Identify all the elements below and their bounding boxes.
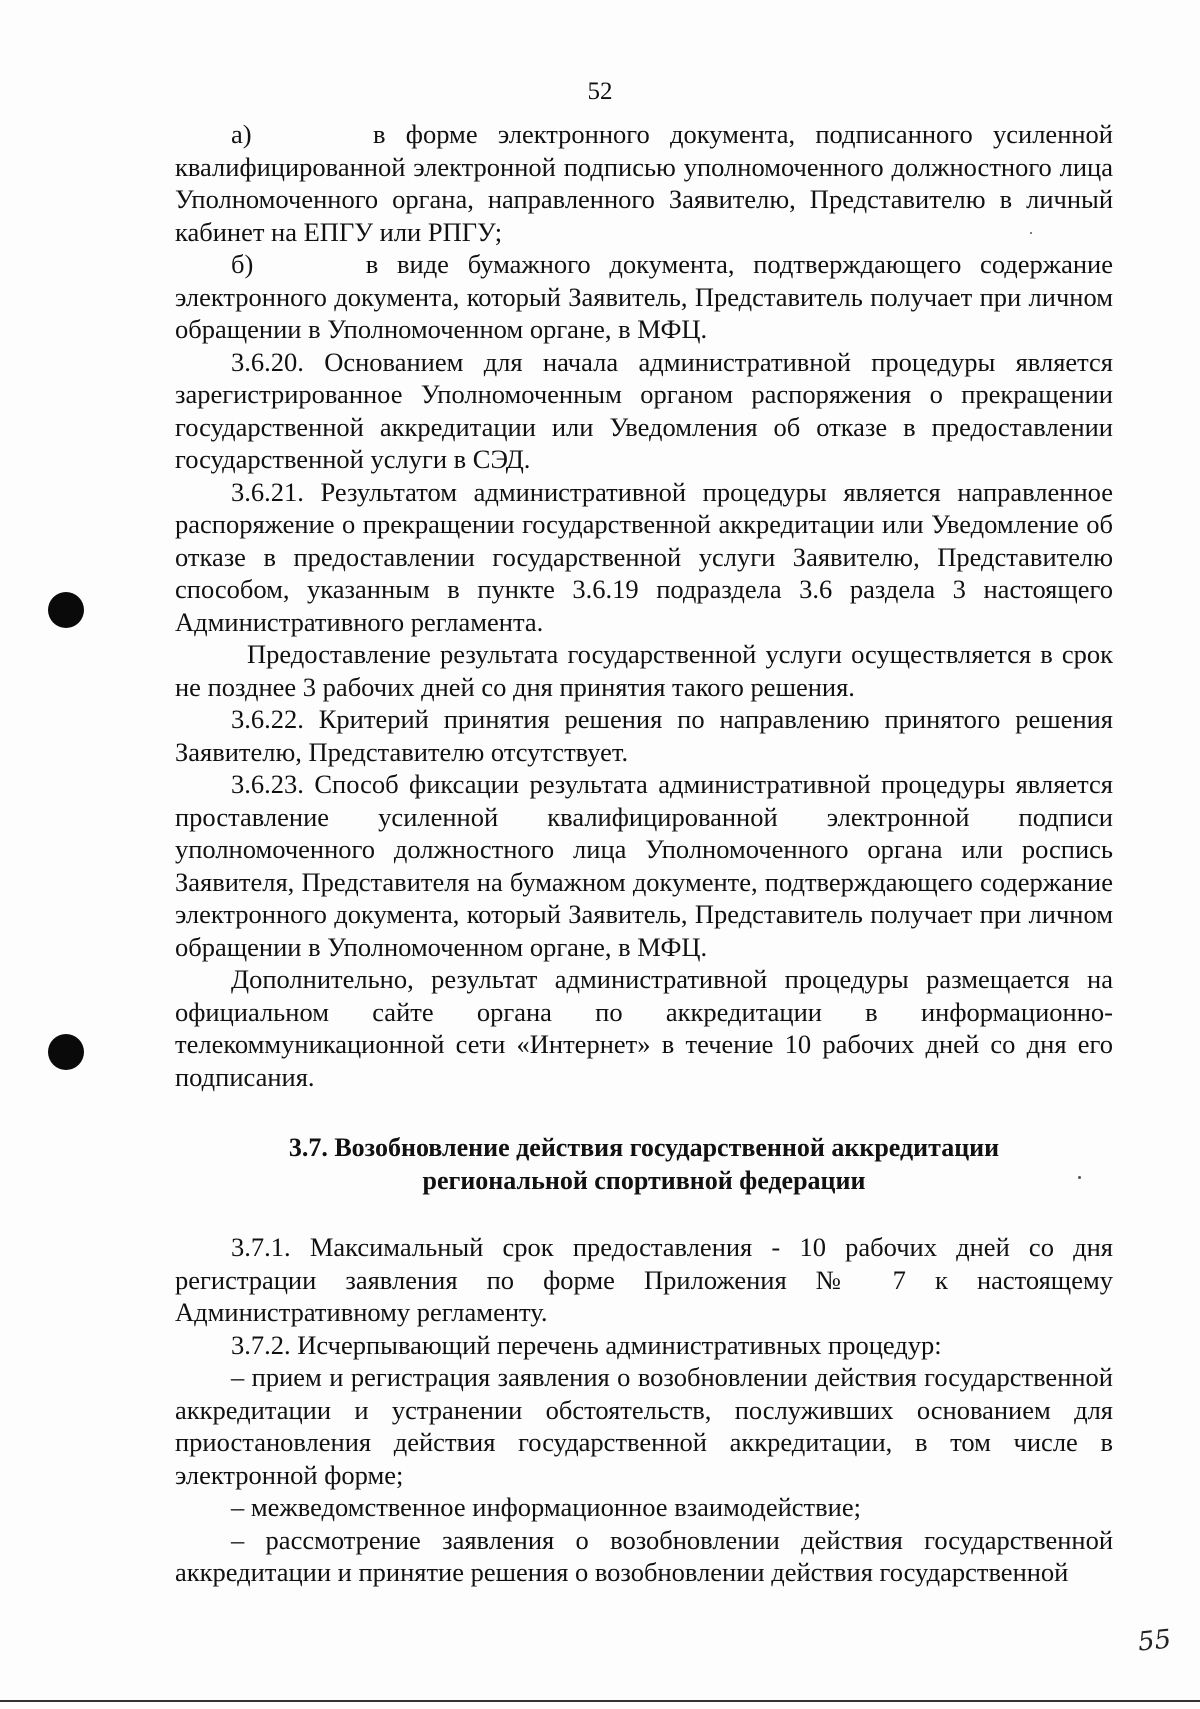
paragraph-additional-publication: Дополнительно, результат административной процедуры размещается на официальном сайте органа по аккредитации в информационно-телекоммуникационной сети «Интернет» в течение 10 рабочих дней со дня его подписания. (175, 964, 1113, 1092)
paragraph-3-6-22: 3.6.22. Критерий принятия решения по направлению принятого решения Заявителю, Представителю отсутствует. (175, 704, 1113, 767)
scan-speck (1030, 232, 1032, 234)
list-item-interagency: – межведомственное информационное взаимодействие; (231, 1492, 861, 1522)
paragraph-3-7-1: 3.7.1. Максимальный срок предоставления - 10 рабочих дней со дня регистрации заявления по форме Приложения № 7 к настоящему Административному регламенту. (175, 1232, 1113, 1327)
paragraph-3-6-21: 3.6.21. Результатом административной процедуры является направленное распоряжение о прекращении государственной аккредитации или Уведомление об отказе в предоставлении государственной услуги Заявителю, Представителю способом, указанным в пункте 3.6.19 подраздела 3.6 раздела 3 настоящего Административного регламента. (175, 476, 1113, 637)
section-heading-line-2: региональной спортивной федерации (422, 1166, 866, 1195)
paragraph-3-6-23: 3.6.23. Способ фиксации результата административной процедуры является проставление усиленной квалифицированной электронной подписи уполномоченного должностного лица Уполномоченного органа или роспись Заявителя, Представителя на бумажном документе, подтверждающего содержание электронного документа, который Заявитель, Представитель получает при личном обращении в Уполномоченном органе, в МФЦ. (175, 769, 1113, 962)
handwritten-page-mark: 55 (1136, 1624, 1173, 1658)
section-heading-line-1: 3.7. Возобновление действия государственной аккредитации (288, 1133, 1000, 1162)
paragraph-item-b: б) в виде бумажного документа, подтверждающего содержание электронного документа, который Заявитель, Представитель получает при личном обращении в Уполномоченном органе, в МФЦ. (175, 249, 1113, 344)
punch-hole-icon (48, 592, 84, 628)
paragraph-3-7-2: 3.7.2. Исчерпывающий перечень административных процедур: (231, 1329, 942, 1360)
list-item-review: – рассмотрение заявления о возобновлении действия государственной аккредитации и принятие решения о возобновлении действия государственной (175, 1524, 1113, 1587)
section-heading (175, 1131, 1113, 1197)
scan-speck (1078, 1176, 1081, 1179)
paragraph-result-delivery: Предоставление результата государственной услуги осуществляется в срок не позднее 3 рабочих дней со дня принятия такого решения. (175, 639, 1113, 702)
page-number: 52 (587, 78, 613, 105)
list-item-reception: – прием и регистрация заявления о возобновлении действия государственной аккредитации и устранении обстоятельств, послуживших основанием для приостановления действия государственной аккредитации, в том числе в электронной форме; (175, 1362, 1113, 1490)
punch-hole-icon (48, 1034, 84, 1070)
scan-bottom-edge (0, 1700, 1200, 1702)
paragraph-3-6-20: 3.6.20. Основанием для начала административной процедуры является зарегистрированное Уполномоченным органом распоряжения о прекращении государственной аккредитации или Уведомления об отказе в предоставлении государственной услуги в СЭД. (175, 346, 1113, 474)
paragraph-item-a: а) в форме электронного документа, подписанного усиленной квалифицированной электронной подписью уполномоченного должностного лица Уполномоченного органа, направленного Заявителю, Представителю в личный кабинет на ЕПГУ или РПГУ; (175, 119, 1113, 247)
document-body (175, 118, 1113, 1589)
